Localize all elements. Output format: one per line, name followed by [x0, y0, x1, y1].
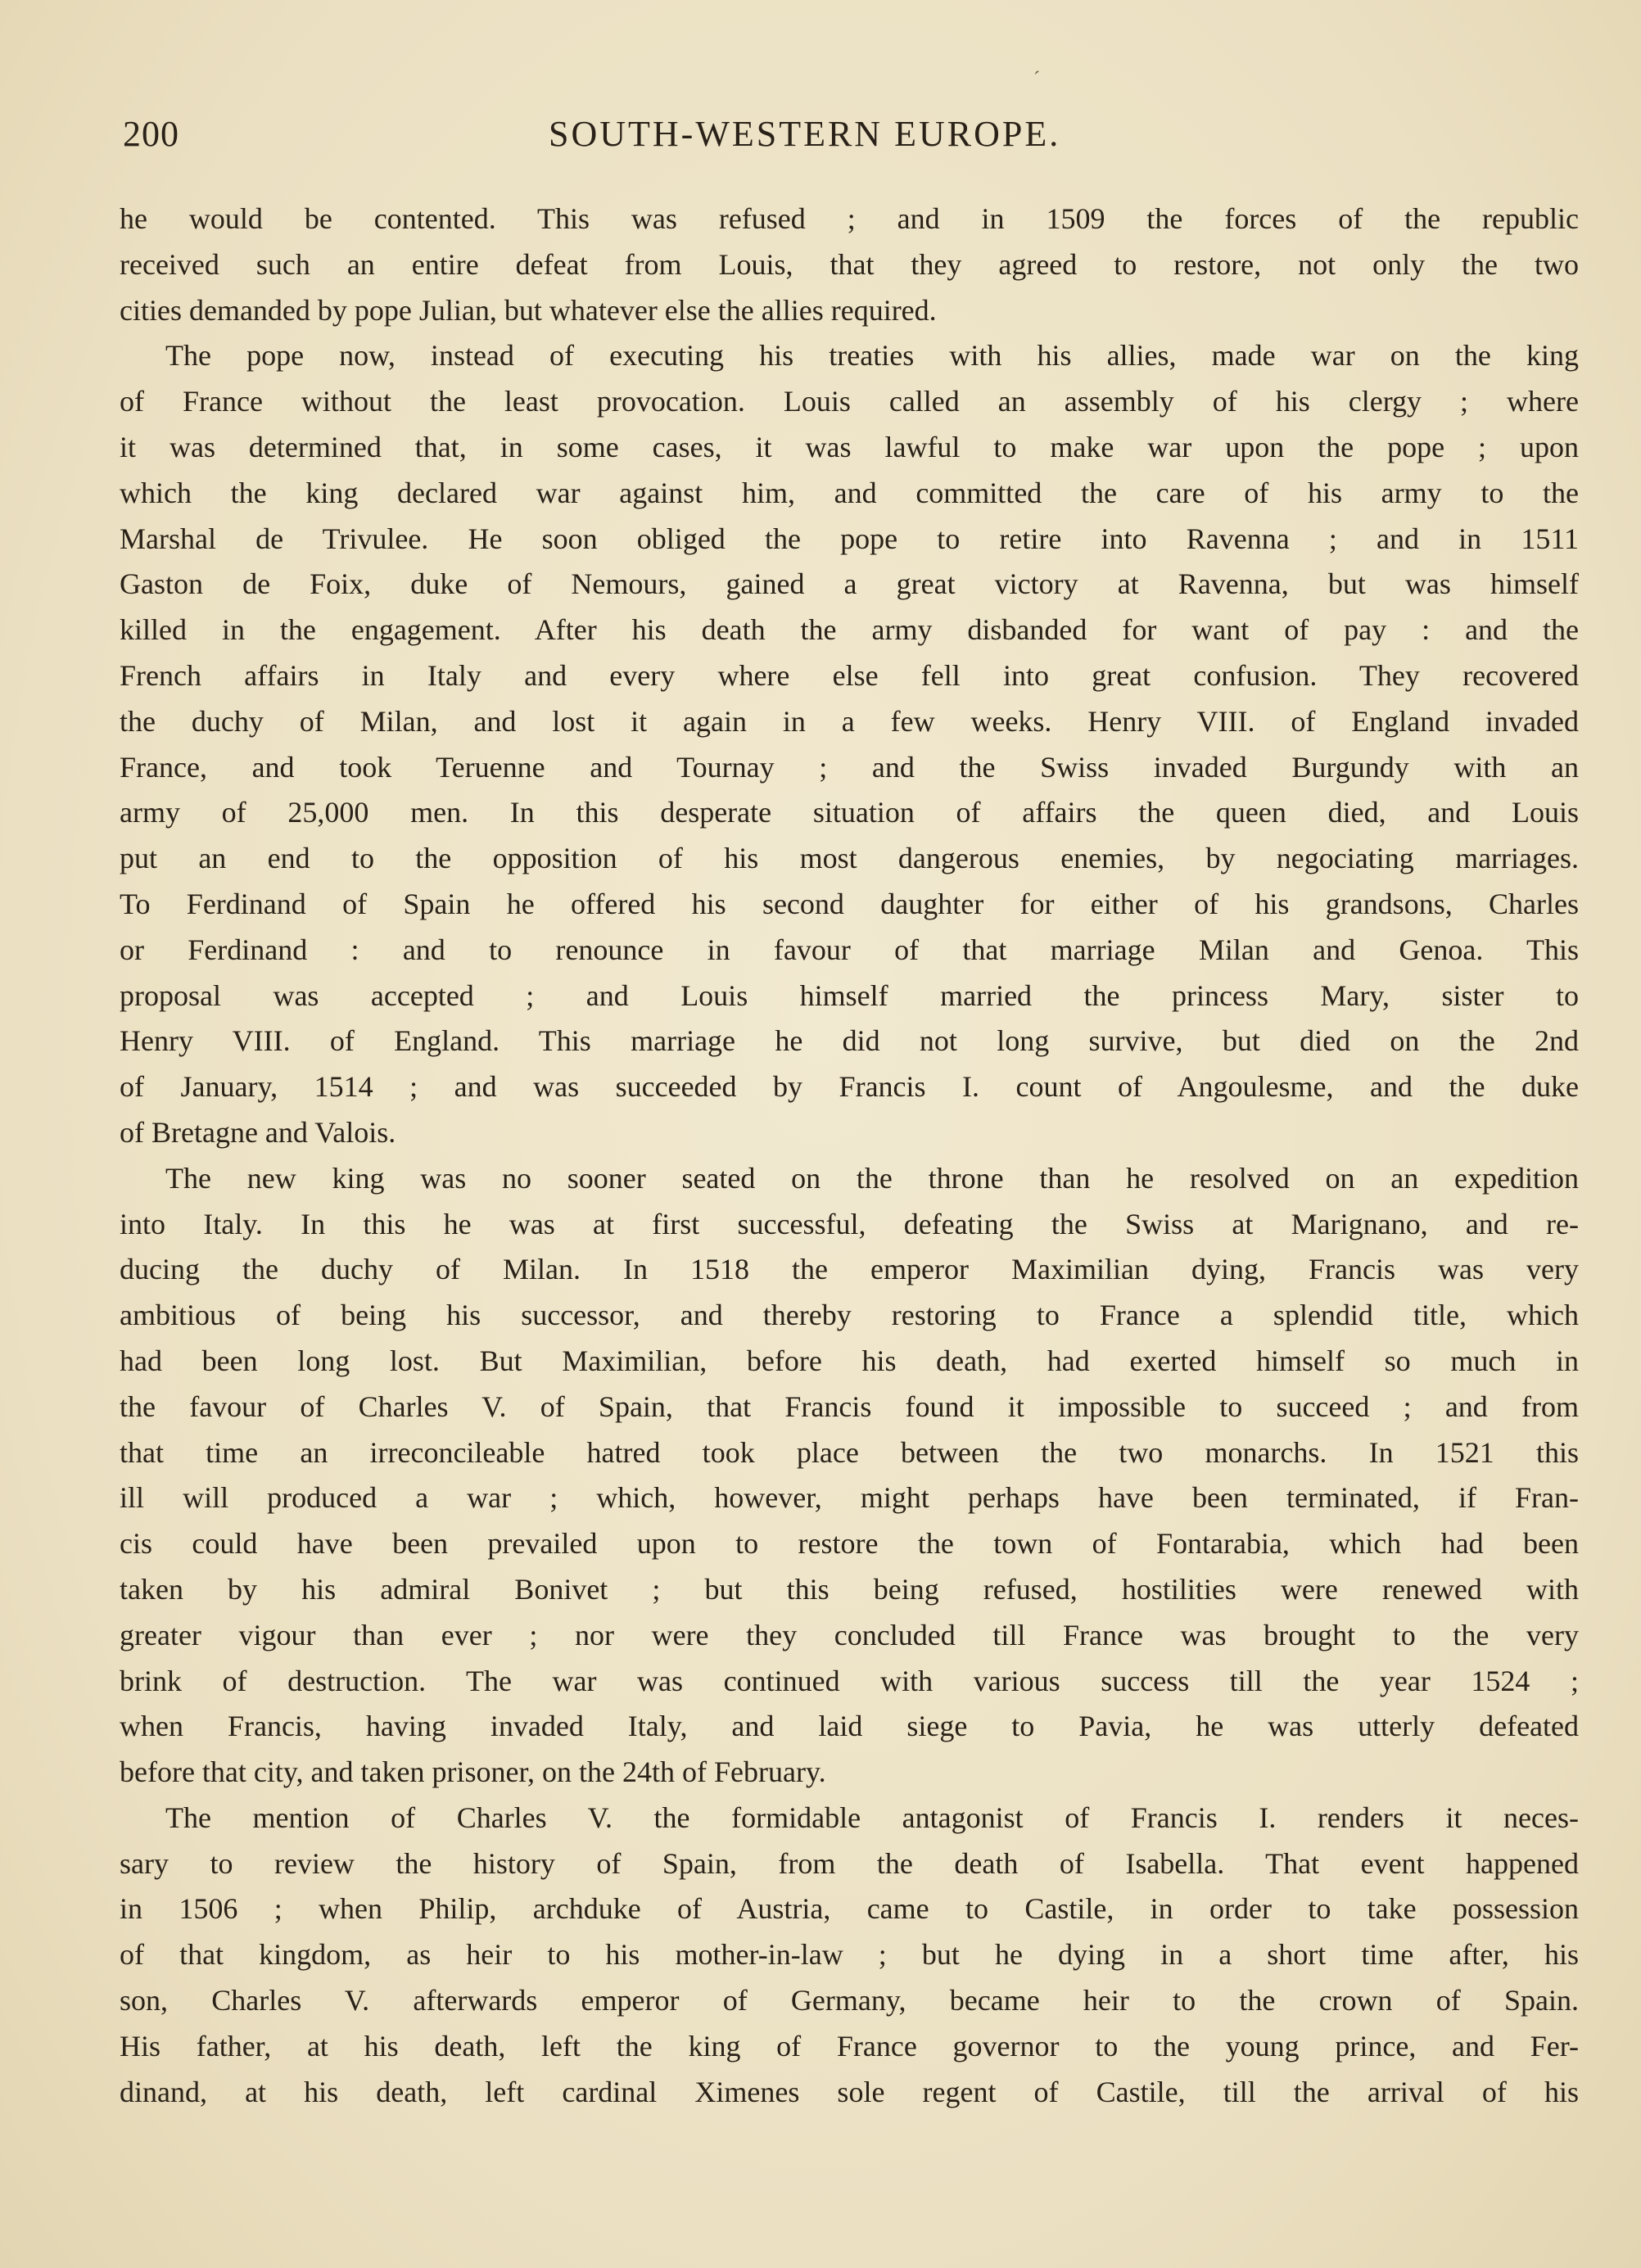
text-line: it was determined that, in some cases, it was lawful to make war upon the pope ; upon: [120, 430, 1579, 463]
text-line: French affairs in Italy and every where else fell into great confusion. They recovered: [120, 658, 1579, 692]
text-line: taken by his admiral Bonivet ; but this being refused, hostilities were renewed with: [120, 1572, 1579, 1606]
text-line: in 1506 ; when Philip, archduke of Austria, came to Castile, in order to take possession: [120, 1892, 1579, 1926]
text-line: The pope now, instead of executing his treaties with his allies, made war on the king: [165, 339, 1579, 373]
text-line: of that kingdom, as heir to his mother-in-law ; but he dying in a short time after, his: [120, 1938, 1579, 1972]
text-line: army of 25,000 men. In this desperate situation of affairs the queen died, and Louis: [120, 796, 1579, 829]
running-title: SOUTH-WESTERN EUROPE.: [549, 114, 1061, 154]
text-line: Gaston de Foix, duke of Nemours, gained a great victory at Ravenna, but was himself: [120, 567, 1579, 601]
text-line: of Bretagne and Valois.: [120, 1115, 396, 1149]
text-line: ill will produced a war ; which, however, might perhaps have been terminated, if Fran-: [120, 1481, 1579, 1515]
text-line: or Ferdinand : and to renounce in favour of that marriage Milan and Genoa. This: [120, 933, 1579, 966]
text-line: had been long lost. But Maximilian, before his death, had exerted himself so much in: [120, 1344, 1579, 1377]
text-line: ducing the duchy of Milan. In 1518 the emperor Maximilian dying, Francis was very: [120, 1253, 1579, 1286]
text-line: greater vigour than ever ; nor were they concluded till France was brought to the very: [120, 1618, 1579, 1651]
text-line: son, Charles V. afterwards emperor of Germany, became heir to the crown of Spain.: [120, 1984, 1579, 2017]
text-line: the duchy of Milan, and lost it again in a few weeks. Henry VIII. of England invaded: [120, 704, 1579, 738]
text-line: Marshal de Trivulee. He soon obliged the pope to retire into Ravenna ; and in 1511: [120, 522, 1579, 555]
page-number: 200: [123, 114, 179, 154]
body-text: [120, 197, 1579, 2115]
text-line: To Ferdinand of Spain he offered his second daughter for either of his grandsons, Charles: [120, 887, 1579, 920]
text-line: which the king declared war against him, and committed the care of his army to the: [120, 476, 1579, 509]
text-line: received such an entire defeat from Louis, that they agreed to restore, not only the two: [120, 247, 1579, 281]
text-line: put an end to the opposition of his most dangerous enemies, by negociating marriages.: [120, 842, 1579, 875]
text-line: the favour of Charles V. of Spain, that Francis found it impossible to succeed ; and from: [120, 1389, 1579, 1423]
text-line: Henry VIII. of England. This marriage he did not long survive, but died on the 2nd: [120, 1024, 1579, 1058]
text-line: when Francis, having invaded Italy, and laid siege to Pavia, he was utterly defeated: [120, 1710, 1579, 1743]
text-line: before that city, and taken prisoner, on the 24th of February.: [120, 1755, 826, 1789]
text-line: ambitious of being his successor, and thereby restoring to France a splendid title, which: [120, 1299, 1579, 1332]
text-line: cis could have been prevailed upon to restore the town of Fontarabia, which had been: [120, 1527, 1579, 1561]
text-line: into Italy. In this he was at first successful, defeating the Swiss at Marignano, and re-: [120, 1207, 1579, 1240]
text-line: that time an irreconcileable hatred took place between the two monarchs. In 1521 this: [120, 1435, 1579, 1469]
text-line: proposal was accepted ; and Louis himself married the princess Mary, sister to: [120, 978, 1579, 1012]
text-line: brink of destruction. The war was continued with various success till the year 1524 ;: [120, 1664, 1579, 1697]
print-speck: ˊ: [1033, 69, 1040, 90]
text-line: France, and took Teruenne and Tournay ; and the Swiss invaded Burgundy with an: [120, 750, 1579, 784]
text-line: he would be contented. This was refused ; and in 1509 the forces of the republic: [120, 202, 1579, 235]
text-line: of January, 1514 ; and was succeeded by Francis I. count of Angoulesme, and the duke: [120, 1070, 1579, 1104]
text-line: dinand, at his death, left cardinal Ximenes sole regent of Castile, till the arrival of his: [120, 2075, 1579, 2108]
text-line: cities demanded by pope Julian, but whatever else the allies required.: [120, 293, 937, 327]
text-line: His father, at his death, left the king of France governor to the young prince, and Fer-: [120, 2029, 1579, 2062]
page-header: [123, 113, 1138, 162]
text-line: The mention of Charles V. the formidable antagonist of Francis I. renders it neces-: [165, 1800, 1579, 1834]
text-line: killed in the engagement. After his death the army disbanded for want of pay : and the: [120, 613, 1579, 647]
text-line: sary to review the history of Spain, from the death of Isabella. That event happened: [120, 1846, 1579, 1880]
text-line: of France without the least provocation. Louis called an assembly of his clergy ; where: [120, 385, 1579, 418]
text-line: The new king was no sooner seated on the throne than he resolved on an expedition: [165, 1161, 1579, 1195]
